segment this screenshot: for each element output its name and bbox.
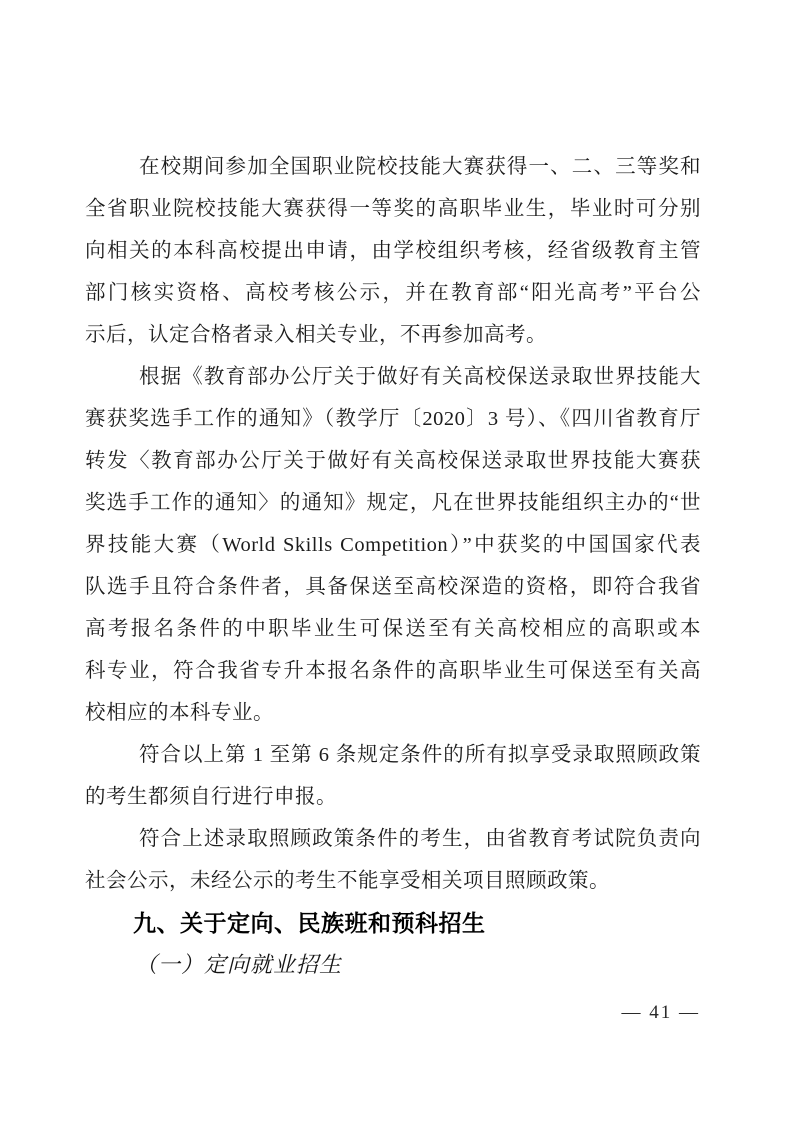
page-number: — 41 — [621, 1002, 700, 1023]
body-line: 全省职业院校技能大赛获得一等奖的高职毕业生，毕业时可分别 [85, 198, 701, 220]
body-line: 根据《教育部办公厅关于做好有关高校保送录取世界技能大 [139, 366, 701, 388]
document-body [85, 146, 701, 986]
body-line: 赛获奖选手工作的通知》（教学厅〔2020〕3 号）、《四川省教育厅 [85, 408, 701, 430]
body-line: 示后，认定合格者录入相关专业，不再参加高考。 [85, 324, 547, 346]
body-line: 奖选手工作的通知〉的通知》规定，凡在世界技能组织主办的“世 [85, 492, 701, 514]
body-line: 高考报名条件的中职毕业生可保送至有关高校相应的高职或本 [85, 618, 701, 640]
paragraph-skills-competition-national [85, 146, 701, 356]
body-line: 的考生都须自行进行申报。 [85, 786, 337, 808]
subsection-heading-directed-employment: （一）定向就业招生 [135, 952, 343, 977]
body-line: 校相应的本科专业。 [85, 702, 274, 724]
body-line: 在校期间参加全国职业院校技能大赛获得一、二、三等奖和 [139, 156, 701, 178]
paragraph-public-announcement [85, 818, 701, 902]
body-line: 符合以上第 1 至第 6 条规定条件的所有拟享受录取照顾政策 [139, 744, 701, 766]
paragraph-world-skills-notice [85, 356, 701, 734]
body-line: 向相关的本科高校提出申请，由学校组织考核，经省级教育主管 [85, 240, 701, 262]
section-heading-nine: 九、关于定向、民族班和预科招生 [133, 910, 486, 936]
body-line: 界技能大赛（World Skills Competition）”中获奖的中国国家代表 [85, 534, 701, 556]
body-line: 符合上述录取照顾政策条件的考生，由省教育考试院负责向 [139, 828, 701, 850]
body-line: 科专业，符合我省专升本报名条件的高职毕业生可保送至有关高 [85, 660, 701, 682]
body-line: 转发〈教育部办公厅关于做好有关高校保送录取世界技能大赛获 [85, 450, 701, 472]
body-line: 队选手且符合条件者，具备保送至高校深造的资格，即符合我省 [85, 576, 701, 598]
body-line: 部门核实资格、高校考核公示，并在教育部“阳光高考”平台公 [85, 282, 701, 304]
paragraph-self-declaration [85, 734, 701, 818]
body-line: 社会公示，未经公示的考生不能享受相关项目照顾政策。 [85, 870, 610, 892]
